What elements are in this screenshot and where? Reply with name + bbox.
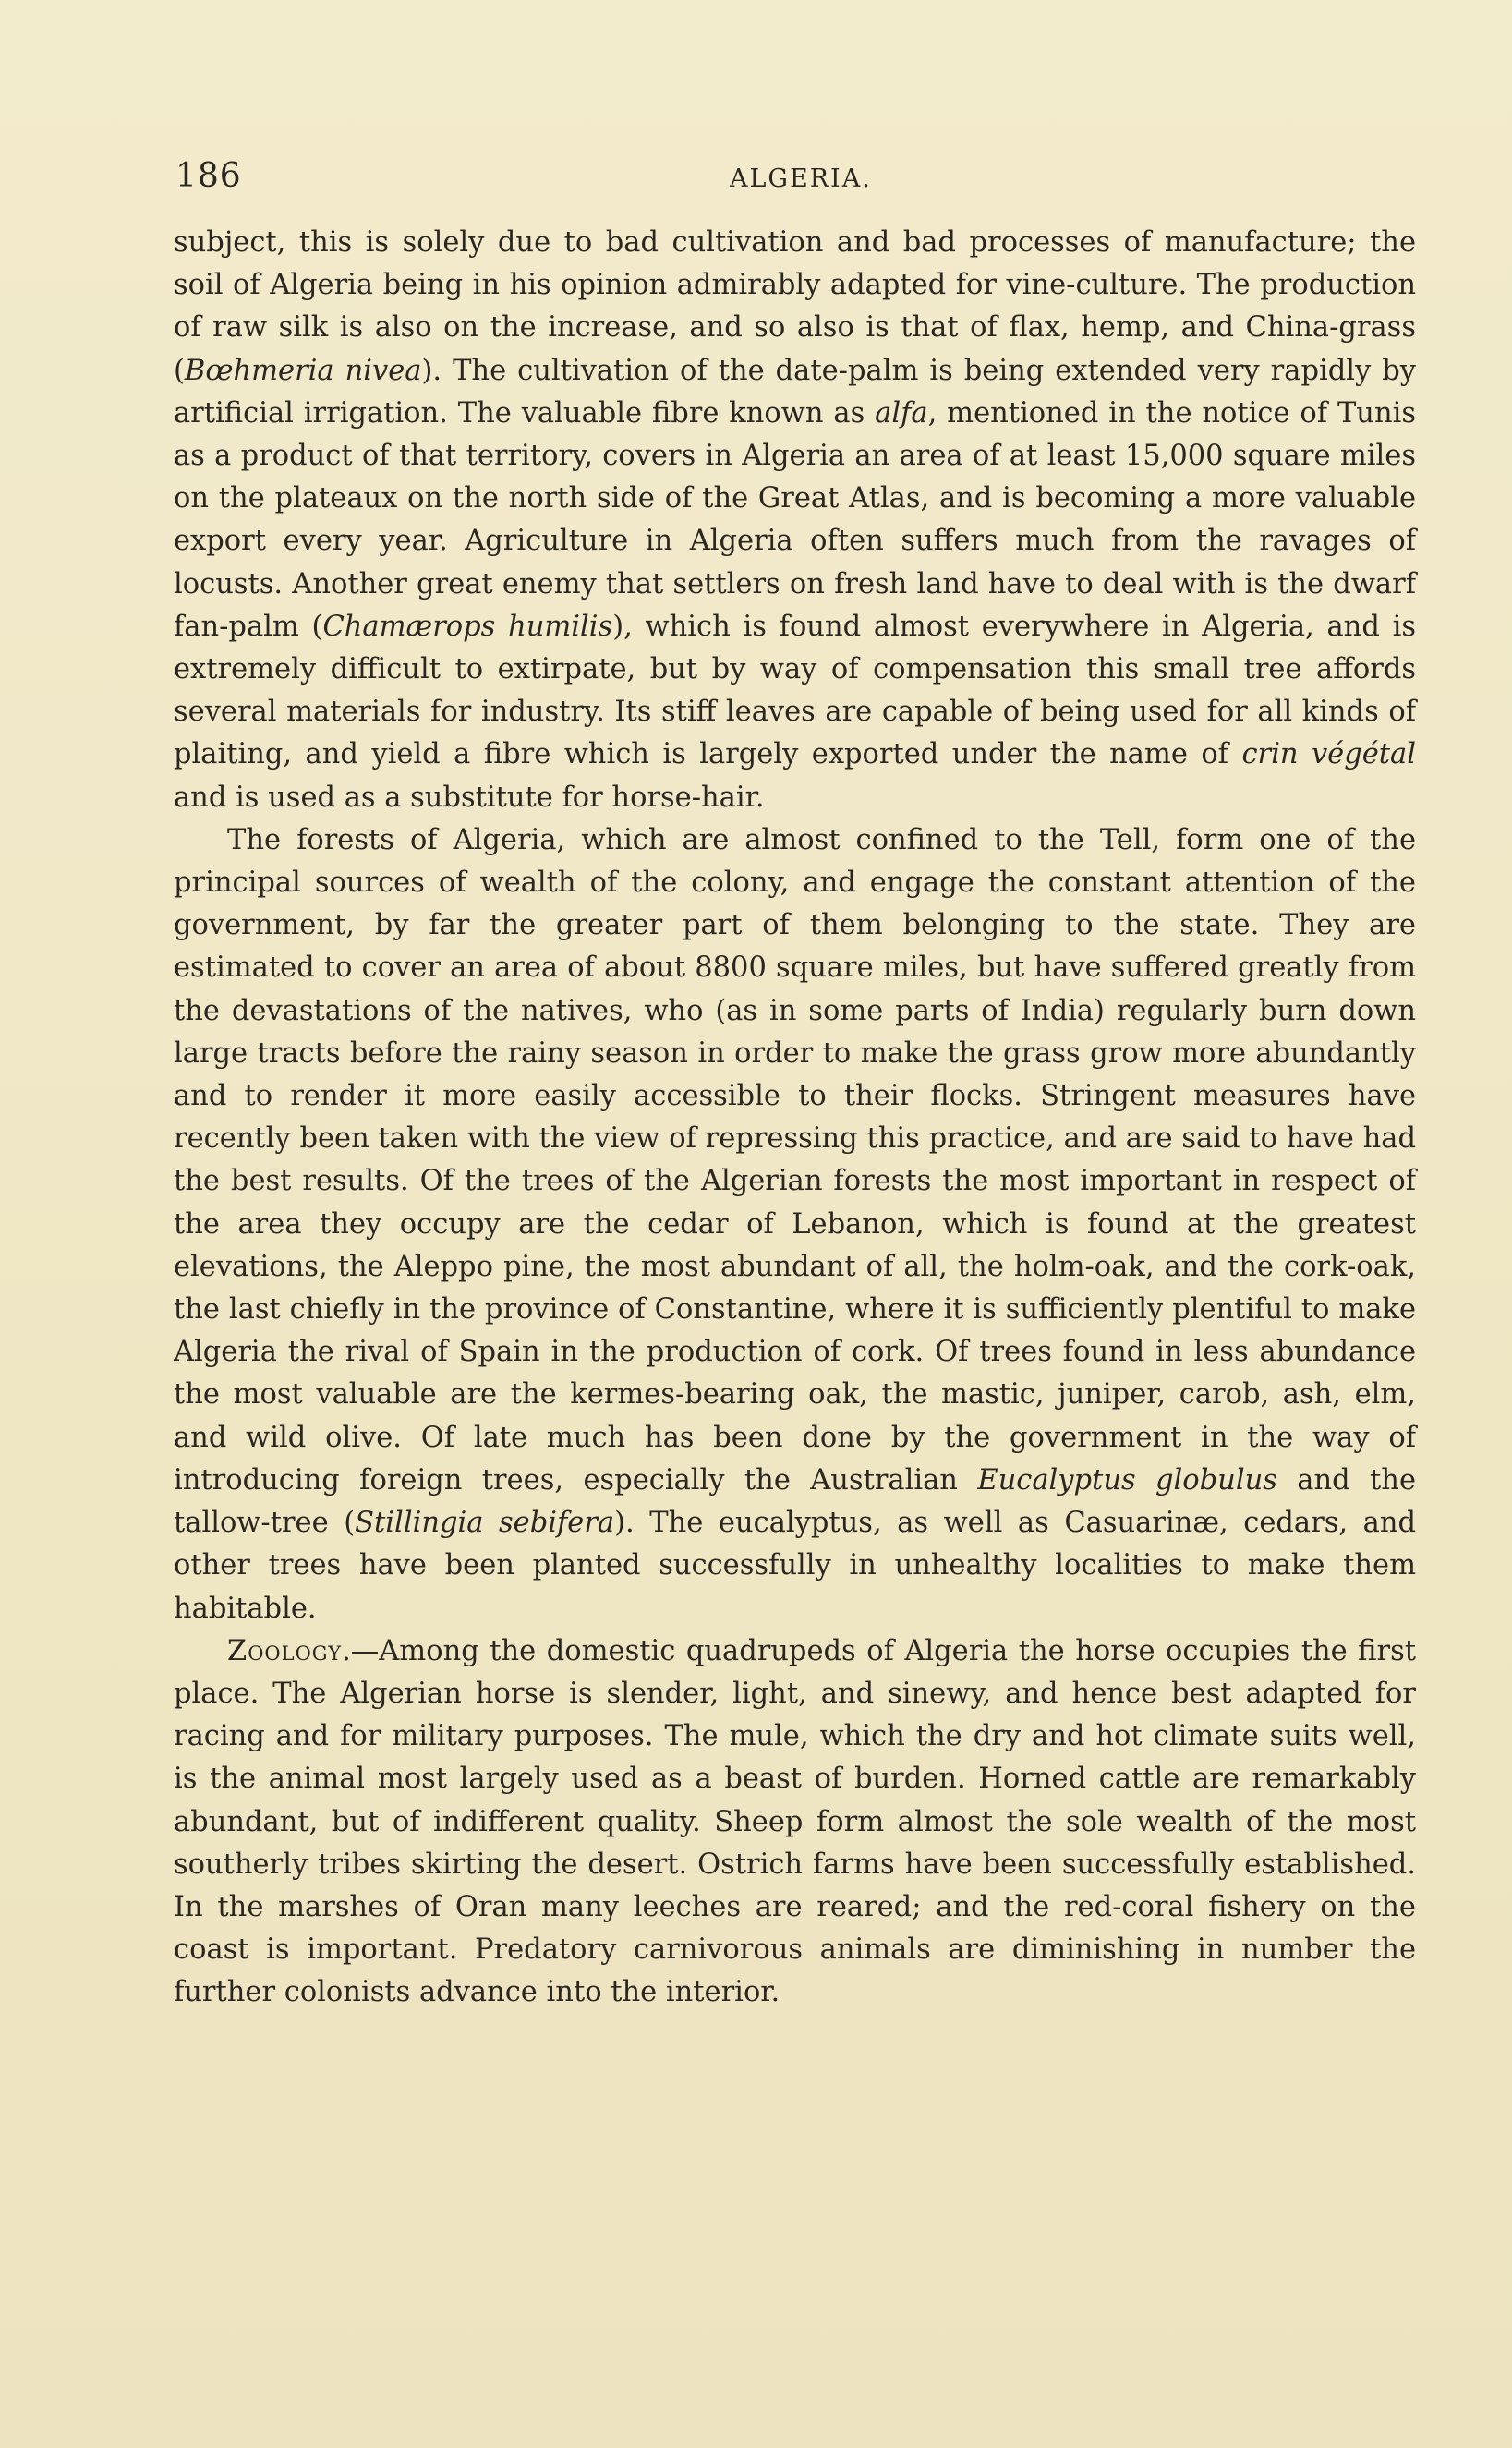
page-header [175, 157, 1376, 203]
page-number: 186 [175, 157, 242, 195]
italic-term: Chamærops humilis [322, 610, 613, 643]
italic-term: crin végétal [1241, 738, 1416, 771]
paragraph-zoology [174, 1630, 1416, 2015]
text-run: .—Among the domestic quadrupeds of Algeria the horse occupies the first place. The Algerian horse is slender, light, and sinewy, and hence best adapted for racing and for military purposes. The mule, which the dry and hot climate suits well, is the animal most largely used as a beast of burden. Horned cattle are remarkably abundant, but of indifferent quality. Sheep form almost the sole wealth of the most southerly tribes skirting the desert. Ostrich farms have been successfully established. In the marshes of Oran many leeches are reared; and the red-coral fishery on the coast is important. Predatory carnivorous animals are diminishing in number the further colonists advance into the interior. [174, 1634, 1416, 2009]
text-run: ). The eucalyptus, as well as Casuarinæ, cedars, and other trees have been planted successfully in unhealthy localities to make them habitable. [174, 1507, 1416, 1625]
text-run: The forests of Algeria, which are almost confined to the Tell, form one of the principal sources of wealth of the colony, and engage the constant attention of the government, by far the greater part of them belonging to the state. They are estimated to cover an area of about 8800 square miles, but have suffered greatly from the devastations of the natives, who (as in some parts of India) regularly burn down large tracts before the rainy season in order to make the grass grow more abundantly and to render it more easily accessible to their flocks. Stringent measures have recently been taken with the view of repressing this practice, and are said to have had the best results. Of the trees of the Algerian forests the most important in respect of the area they occupy are the cedar of Lebanon, which is found at the greatest elevations, the Aleppo pine, the most abundant of all, the holm-oak, and the cork-oak, the last chiefly in the province of Constantine, where it is sufficiently plentiful to make Algeria the rival of Spain in the production of cork. Of trees found in less abundance the most valuable are the kermes-bearing oak, the mastic, juniper, carob, ash, elm, and wild olive. Of late much has been done by the government in the way of introducing foreign trees, especially the Australian [174, 823, 1416, 1497]
text-run: and is used as a substitute for horse-hair. [174, 781, 765, 814]
body-text [174, 222, 1416, 2015]
italic-term: alfa [875, 396, 928, 430]
text-run: , mentioned in the notice of Tunis as a product of that territory, covers in Algeria an area of at least 15,000 square miles on the plateaux on the north side of the Great Atlas, and is becoming a more valuable export every year. Agriculture in Algeria often suffers much from the ravages of locusts. Another great enemy that settlers on fresh land have to deal with is the dwarf fan-palm ( [174, 396, 1417, 643]
paragraph-forests [174, 819, 1416, 1630]
running-head: ALGERIA. [730, 164, 872, 193]
italic-term: Bœhmeria nivea [184, 354, 422, 387]
italic-term: Stillingia sebifera [355, 1507, 615, 1540]
text-run: ), which is found almost everywhere in Algeria, and is extremely difficult to extirpate, but by way of compensation this small tree affords several materials for industry. Its stiff leaves are capable of being used for all kinds of plaiting, and yield a fibre which is largely exported under the name of [174, 610, 1416, 771]
text-run: subject, this is solely due to bad cultivation and bad processes of manufacture; the soil of Algeria being in his opinion admirably adapted for vine-culture. The production of raw silk is also on the increase, and so also is that of flax, hemp, and China-grass ( [174, 226, 1416, 387]
section-heading-zoology: Zoology [227, 1634, 343, 1667]
paragraph-agriculture [174, 222, 1416, 819]
italic-term: Eucalyptus globulus [977, 1463, 1277, 1497]
text-run: and the tallow-tree ( [174, 1463, 1417, 1540]
text-run: ). The cultivation of the date-palm is being extended very rapidly by artificial irrigation. The valuable fibre known as [174, 354, 1416, 430]
